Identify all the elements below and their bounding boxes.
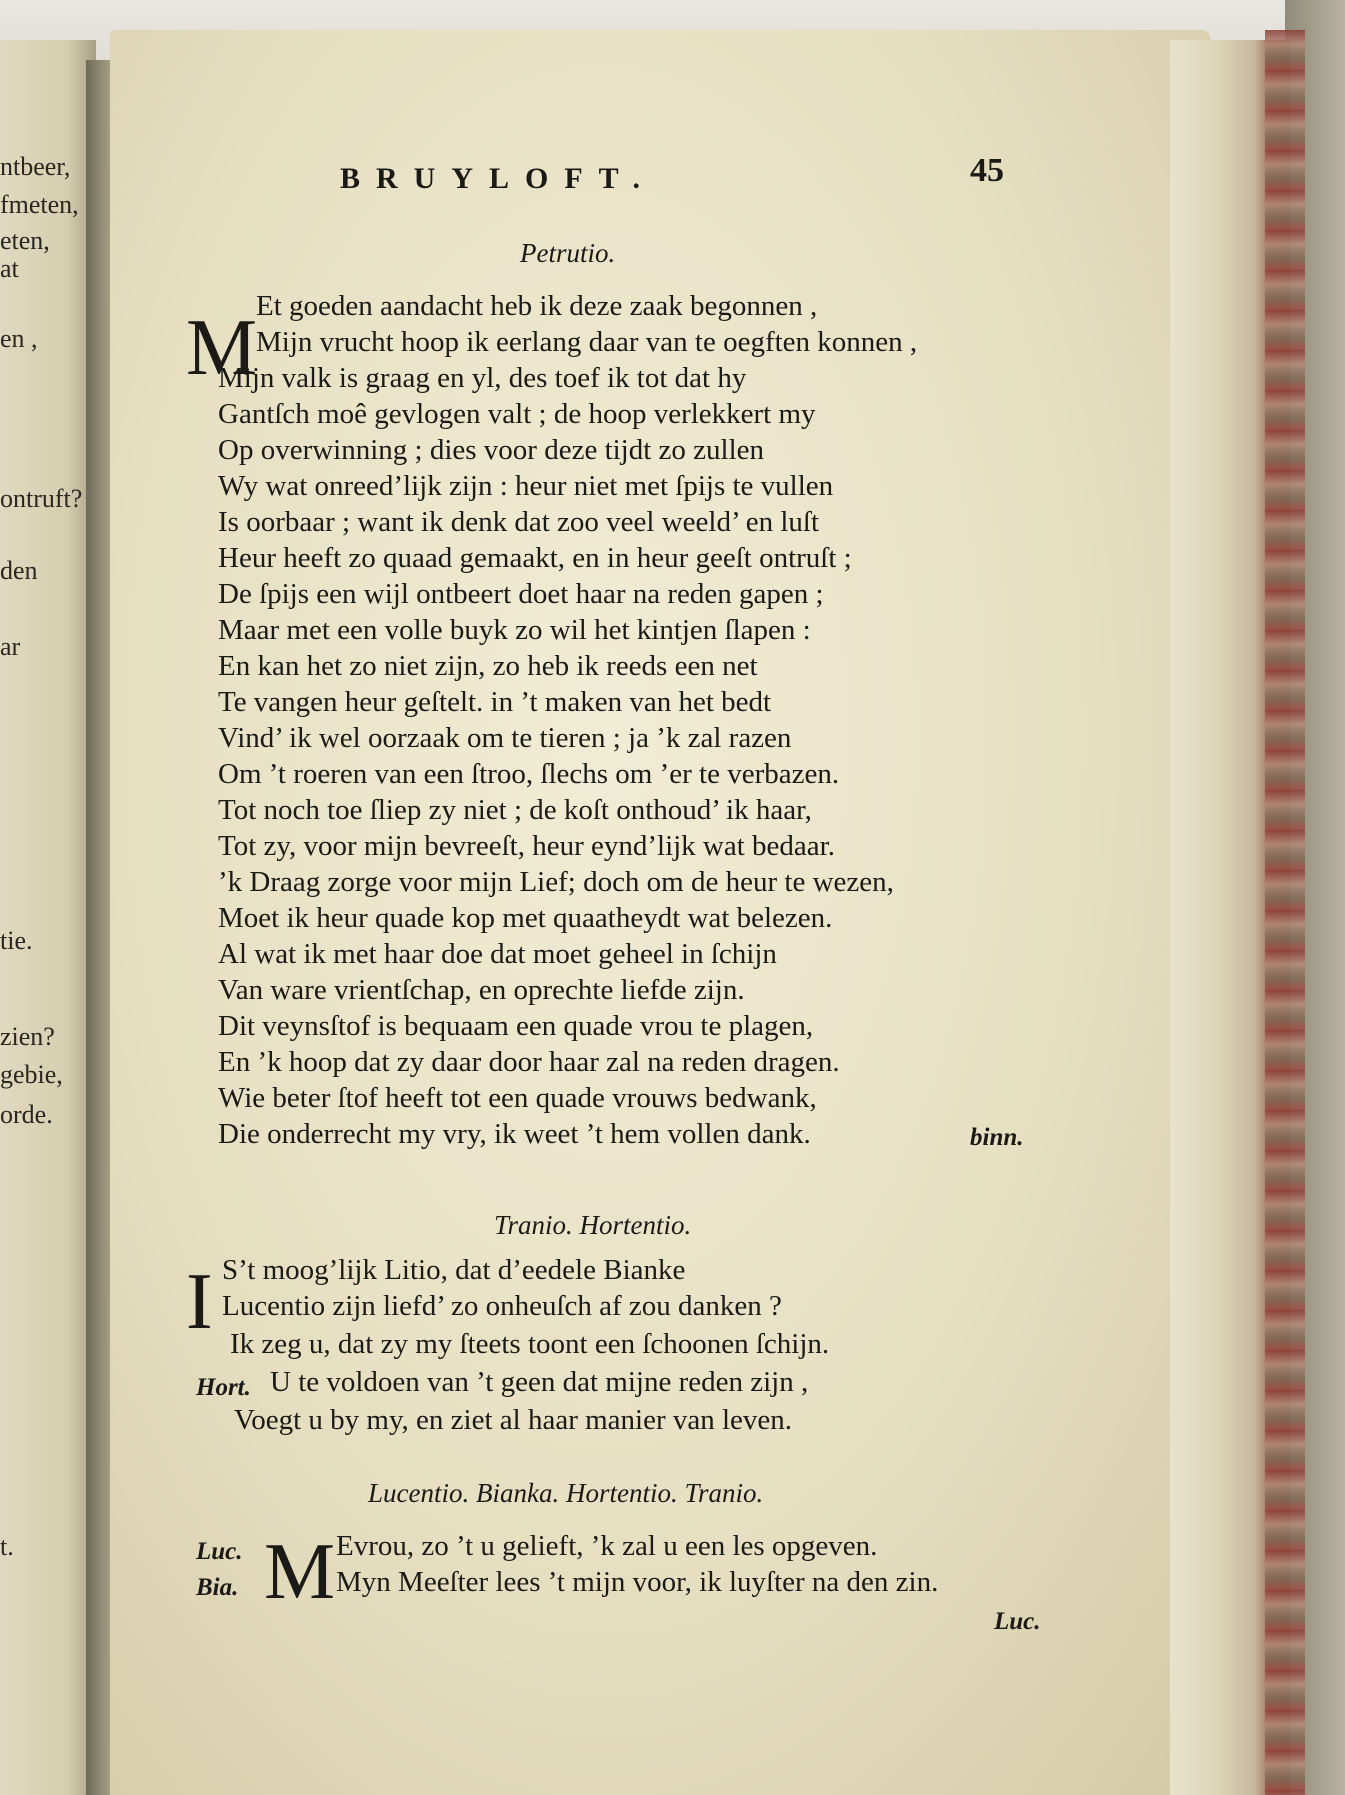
verse-line: Voegt u by my, en ziet al haar manier van leven. bbox=[234, 1404, 793, 1436]
verse-line: Al wat ik met haar doe dat moet geheel in ſchijn bbox=[218, 938, 777, 970]
verse-line: Te vangen heur geſtelt. in ’t maken van het bedt bbox=[218, 686, 772, 718]
verse-line: U te voldoen van ’t geen dat mijne reden zijn , bbox=[270, 1366, 809, 1398]
left-fragment: zien? bbox=[0, 1022, 55, 1051]
verse-line: Wy wat onreed’lijk zijn : heur niet met ſpijs te vullen bbox=[218, 470, 834, 502]
left-fragment: at bbox=[0, 254, 19, 283]
running-title: BRUYLOFT. bbox=[340, 162, 656, 195]
verse-line: En kan het zo niet zijn, zo heb ik reeds een net bbox=[218, 650, 758, 682]
speaker-label: Bia. bbox=[196, 1574, 239, 1601]
verse-line: Lucentio zijn liefd’ zo onheuſch af zou danken ? bbox=[222, 1290, 782, 1322]
verse-line: Maar met een volle buyk zo wil het kintjen ſlapen : bbox=[218, 614, 811, 646]
verse-line: Om ’t roeren van een ſtroo, ſlechs om ’er te verbazen. bbox=[218, 758, 840, 790]
verse-line: S’t moog’lijk Litio, dat d’eedele Bianke bbox=[222, 1254, 686, 1286]
left-fragment: ar bbox=[0, 632, 21, 661]
book-cover-edge bbox=[1265, 30, 1305, 1795]
left-fragment: eten, bbox=[0, 226, 50, 255]
left-fragment: gebie, bbox=[0, 1060, 63, 1089]
verse-line: Gantſch moê gevlogen valt ; de hoop verlekkert my bbox=[218, 398, 816, 430]
verse-line: Mijn vrucht hoop ik eerlang daar van te oegften konnen , bbox=[256, 326, 918, 358]
verse-line: Moet ik heur quade kop met quaatheydt wat belezen. bbox=[218, 902, 833, 934]
speaker-heading: Tranio. Hortentio. bbox=[494, 1210, 692, 1240]
left-fragment: tie. bbox=[0, 926, 33, 955]
left-fragment: ntbeer, bbox=[0, 152, 71, 181]
verse-line: Is oorbaar ; want ik denk dat zoo veel weeld’ en luſt bbox=[218, 506, 819, 538]
verse-line: Van ware vrientſchap, en oprechte liefde zijn. bbox=[218, 974, 745, 1006]
verse-line: En ’k hoop dat zy daar door haar zal na reden dragen. bbox=[218, 1046, 840, 1078]
left-fragment: ontruft? bbox=[0, 484, 83, 513]
verse-line: Ik zeg u, dat zy my ſteets toont een ſchoonen ſchijn. bbox=[230, 1328, 830, 1360]
left-fragment: t. bbox=[0, 1532, 14, 1561]
catchword: Luc. bbox=[994, 1608, 1041, 1635]
drop-cap: M bbox=[264, 1528, 336, 1616]
drop-cap: I bbox=[186, 1258, 213, 1346]
verse-line: Heur heeft zo quaad gemaakt, en in heur geeſt ontruſt ; bbox=[218, 542, 852, 574]
verse-line: Wie beter ſtof heeft tot een quade vrouws bedwank, bbox=[218, 1082, 817, 1114]
speaker-label: Hort. bbox=[196, 1374, 251, 1401]
verse-line: Op overwinning ; dies voor deze tijdt zo zullen bbox=[218, 434, 765, 466]
verse-line: Vind’ ik wel oorzaak om te tieren ; ja ’k zal razen bbox=[218, 722, 792, 754]
left-facing-page bbox=[0, 40, 96, 1795]
verse-line: Dit veynsſtof is bequaam een quade vrou te plagen, bbox=[218, 1010, 814, 1042]
verse-line: ’k Draag zorge voor mijn Lief; doch om de heur te wezen, bbox=[218, 866, 894, 898]
verse-line: Myn Meeſter lees ’t mijn voor, ik luyſter na den zin. bbox=[336, 1566, 939, 1598]
left-fragment: orde. bbox=[0, 1100, 53, 1129]
verse-line: Mijn valk is graag en yl, des toef ik tot dat hy bbox=[218, 362, 747, 394]
verse-line: Tot zy, voor mijn bevreeſt, heur eynd’lijk wat bedaar. bbox=[218, 830, 835, 862]
left-fragment: fmeten, bbox=[0, 190, 79, 219]
left-fragment: en , bbox=[0, 324, 38, 353]
verse-line: De ſpijs een wijl ontbeert doet haar na reden gapen ; bbox=[218, 578, 824, 610]
drop-cap: M bbox=[186, 304, 258, 392]
exit-direction: binn. bbox=[970, 1124, 1024, 1151]
verse-line: Et goeden aandacht heb ik deze zaak begonnen , bbox=[256, 290, 818, 322]
verse-line: Die onderrecht my vry, ik weet ’t hem vollen dank. bbox=[218, 1118, 811, 1150]
left-fragment: den bbox=[0, 556, 38, 585]
page-number: 45 bbox=[970, 152, 1004, 189]
verse-line: Evrou, zo ’t u gelieft, ’k zal u een les opgeven. bbox=[336, 1530, 878, 1562]
verse-line: Tot noch toe ſliep zy niet ; de koſt onthoud’ ik haar, bbox=[218, 794, 812, 826]
speaker-heading: Lucentio. Bianka. Hortentio. Tranio. bbox=[368, 1478, 764, 1508]
speaker-label: Luc. bbox=[196, 1538, 243, 1565]
speaker-heading: Petrutio. bbox=[520, 238, 616, 268]
